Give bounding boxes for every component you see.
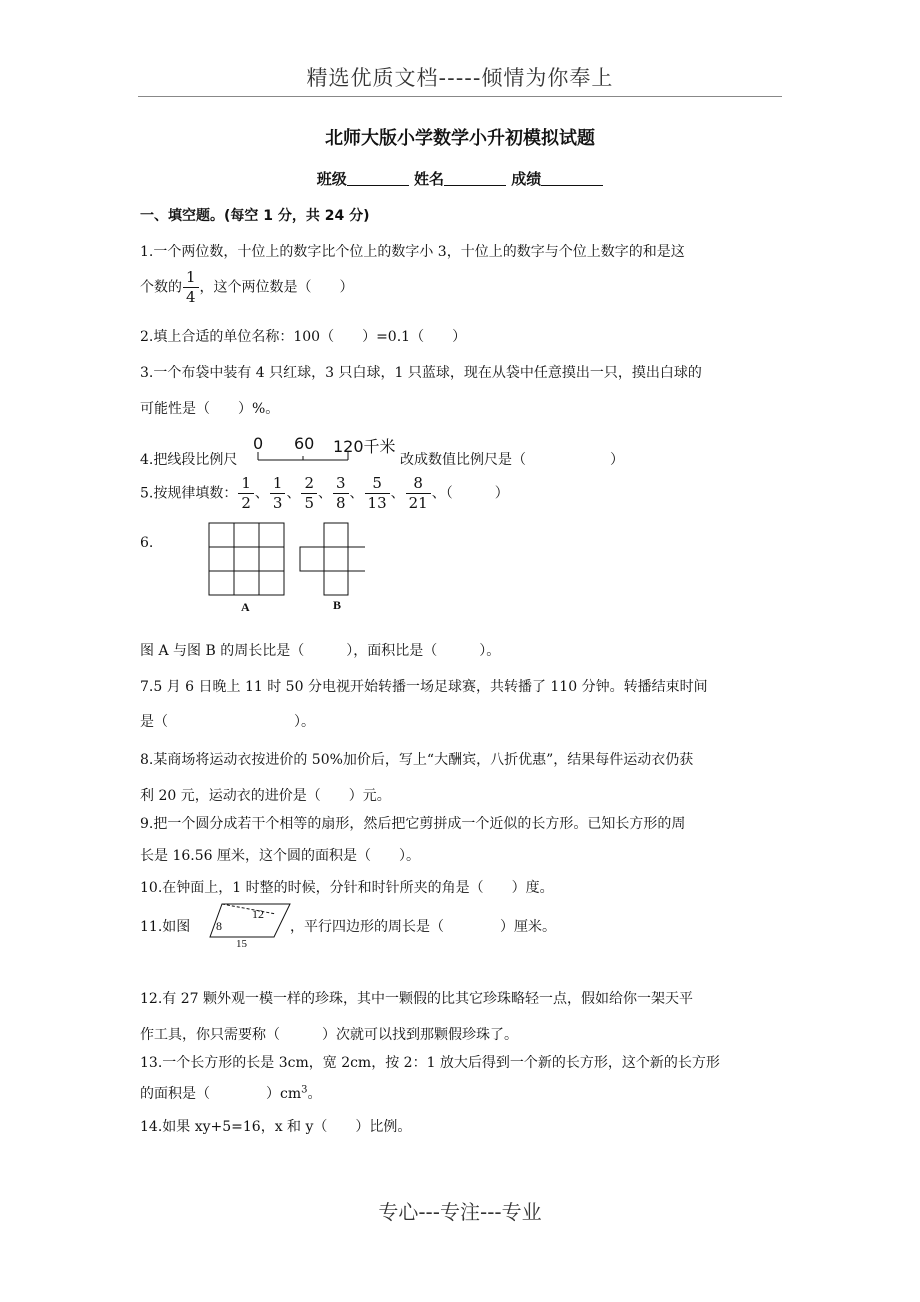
q7-line2: 是（ ）。 bbox=[140, 714, 315, 730]
scale-label-0: 0 bbox=[253, 434, 264, 453]
q5-frac-2 bbox=[270, 476, 286, 511]
q5-frac-6-d: 21 bbox=[406, 493, 431, 511]
q3-line1: 3.一个布袋中装有 4 只红球，3 只白球，1 只蓝球，现在从袋中任意摸出一只，摸出白球的 bbox=[140, 365, 702, 381]
q1-line2-post: ，这个两位数是（ ） bbox=[199, 279, 354, 296]
q5-frac-3-n: 2 bbox=[304, 474, 314, 492]
parallelogram-label-8: 8 bbox=[216, 919, 222, 933]
score-label: 成绩 bbox=[511, 170, 542, 188]
q3-line2: 可能性是（ ）%。 bbox=[140, 401, 280, 417]
q5-pre: 5.按规律填数： bbox=[140, 485, 238, 502]
q1-line1: 1.一个两位数，十位上的数字比个位上的数字小 3，十位上的数字与个位上数字的和是这 bbox=[140, 244, 685, 260]
q5-frac-5-n: 5 bbox=[372, 474, 382, 492]
q2: 2.填上合适的单位名称：100（ ）=0.1（ ） bbox=[140, 329, 467, 345]
student-info bbox=[0, 168, 920, 189]
q5-frac-5-d: 13 bbox=[365, 493, 390, 511]
q1-line2-pre: 个数的 bbox=[140, 279, 182, 296]
class-blank[interactable] bbox=[347, 171, 409, 186]
figure-a-grid bbox=[209, 523, 284, 595]
q13-line2-pre: 的面积是（ ）cm bbox=[140, 1086, 302, 1102]
q6-text: 图 A 与图 B 的周长比是（ ），面积比是（ ）。 bbox=[140, 643, 501, 659]
q5 bbox=[140, 476, 509, 511]
class-label: 班级 bbox=[316, 170, 347, 188]
q5-frac-1-d: 2 bbox=[238, 493, 254, 511]
q8-line2: 利 20 元，运动衣的进价是（ ）元。 bbox=[140, 788, 391, 804]
name-label: 姓名 bbox=[413, 170, 444, 188]
exam-title: 北师大版小学数学小升初模拟试题 bbox=[325, 128, 595, 149]
parallelogram-label-12: 12 bbox=[252, 907, 264, 921]
q12-line2: 作工具，你只需要称（ ）次就可以找到那颗假珍珠了。 bbox=[140, 1027, 518, 1043]
q1-frac-denominator: 4 bbox=[183, 287, 199, 305]
q5-sep: 、 bbox=[390, 485, 405, 502]
q9-line2: 长是 16.56 厘米，这个圆的面积是（ ）。 bbox=[140, 848, 420, 864]
figure-b-label: B bbox=[333, 598, 342, 612]
q1-line2 bbox=[140, 270, 354, 305]
section-heading: 一、填空题。(每空 1 分，共 24 分) bbox=[140, 208, 370, 224]
q14: 14.如果 xy+5=16，x 和 y（ ）比例。 bbox=[140, 1119, 412, 1135]
q5-frac-1 bbox=[238, 476, 254, 511]
q1-fraction bbox=[183, 270, 199, 305]
q5-sep: 、 bbox=[254, 485, 269, 502]
q13-line1: 13.一个长方形的长是 3cm，宽 2cm，按 2：1 放大后得到一个新的长方形，这个新的长方形 bbox=[140, 1055, 720, 1071]
page-header: 精选优质文档-----倾情为你奉上 bbox=[306, 66, 614, 90]
q7-line1: 7.5 月 6 日晚上 11 时 50 分电视开始转播一场足球赛，共转播了 110 分钟。转播结束时间 bbox=[140, 679, 708, 695]
q11-post: ，平行四边形的周长是（ ）厘米。 bbox=[290, 919, 556, 935]
q5-frac-3 bbox=[301, 476, 317, 511]
q12-line1: 12.有 27 颗外观一模一样的珍珠，其中一颗假的比其它珍珠略轻一点，假如给你一架天平 bbox=[140, 991, 693, 1007]
q4-post: 改成数值比例尺是（ ） bbox=[400, 452, 624, 468]
q5-frac-5 bbox=[365, 476, 390, 511]
q5-sep: 、 bbox=[318, 485, 332, 502]
q5-frac-1-n: 1 bbox=[241, 474, 251, 492]
q5-frac-4-d: 8 bbox=[333, 493, 349, 511]
q5-sep: 、 bbox=[286, 485, 301, 502]
q13-line2 bbox=[140, 1083, 322, 1103]
q5-frac-6 bbox=[406, 476, 431, 511]
score-blank[interactable] bbox=[541, 171, 603, 186]
parallelogram-label-15: 15 bbox=[236, 938, 247, 950]
q4-pre: 4.把线段比例尺 bbox=[140, 452, 238, 468]
q5-frac-3-d: 5 bbox=[301, 493, 317, 511]
name-blank[interactable] bbox=[444, 171, 506, 186]
q8-line1: 8.某商场将运动衣按进价的 50%加价后，写上“大酬宾，八折优惠”，结果每件运动衣仍获 bbox=[140, 752, 694, 768]
figure-a-label: A bbox=[241, 600, 250, 614]
q5-frac-6-n: 8 bbox=[413, 474, 423, 492]
q1-frac-numerator: 1 bbox=[186, 268, 196, 286]
q5-frac-4 bbox=[333, 476, 349, 511]
q10: 10.在钟面上，1 时整的时候，分针和时针所夹的角是（ ）度。 bbox=[140, 880, 554, 896]
q13-line2-post: 。 bbox=[307, 1086, 322, 1102]
header-rule bbox=[138, 96, 782, 97]
scale-label-120: 120千米 bbox=[333, 437, 396, 456]
page-footer: 专心---专注---专业 bbox=[378, 1200, 542, 1224]
q6-number: 6. bbox=[140, 535, 154, 551]
q9-line1: 9.把一个圆分成若干个相等的扇形，然后把它剪拼成一个近似的长方形。已知长方形的周 bbox=[140, 816, 686, 832]
q13-superscript: 3 bbox=[301, 1084, 308, 1096]
q5-frac-4-n: 3 bbox=[336, 474, 346, 492]
q11-pre: 11.如图 bbox=[140, 919, 191, 935]
q5-post: 、（ ） bbox=[431, 485, 509, 502]
scale-label-60: 60 bbox=[294, 434, 315, 453]
q5-frac-2-n: 1 bbox=[272, 474, 283, 492]
q5-sep: 、 bbox=[349, 485, 364, 502]
q5-frac-2-d: 3 bbox=[270, 493, 286, 511]
figure-b-cross bbox=[300, 523, 365, 595]
